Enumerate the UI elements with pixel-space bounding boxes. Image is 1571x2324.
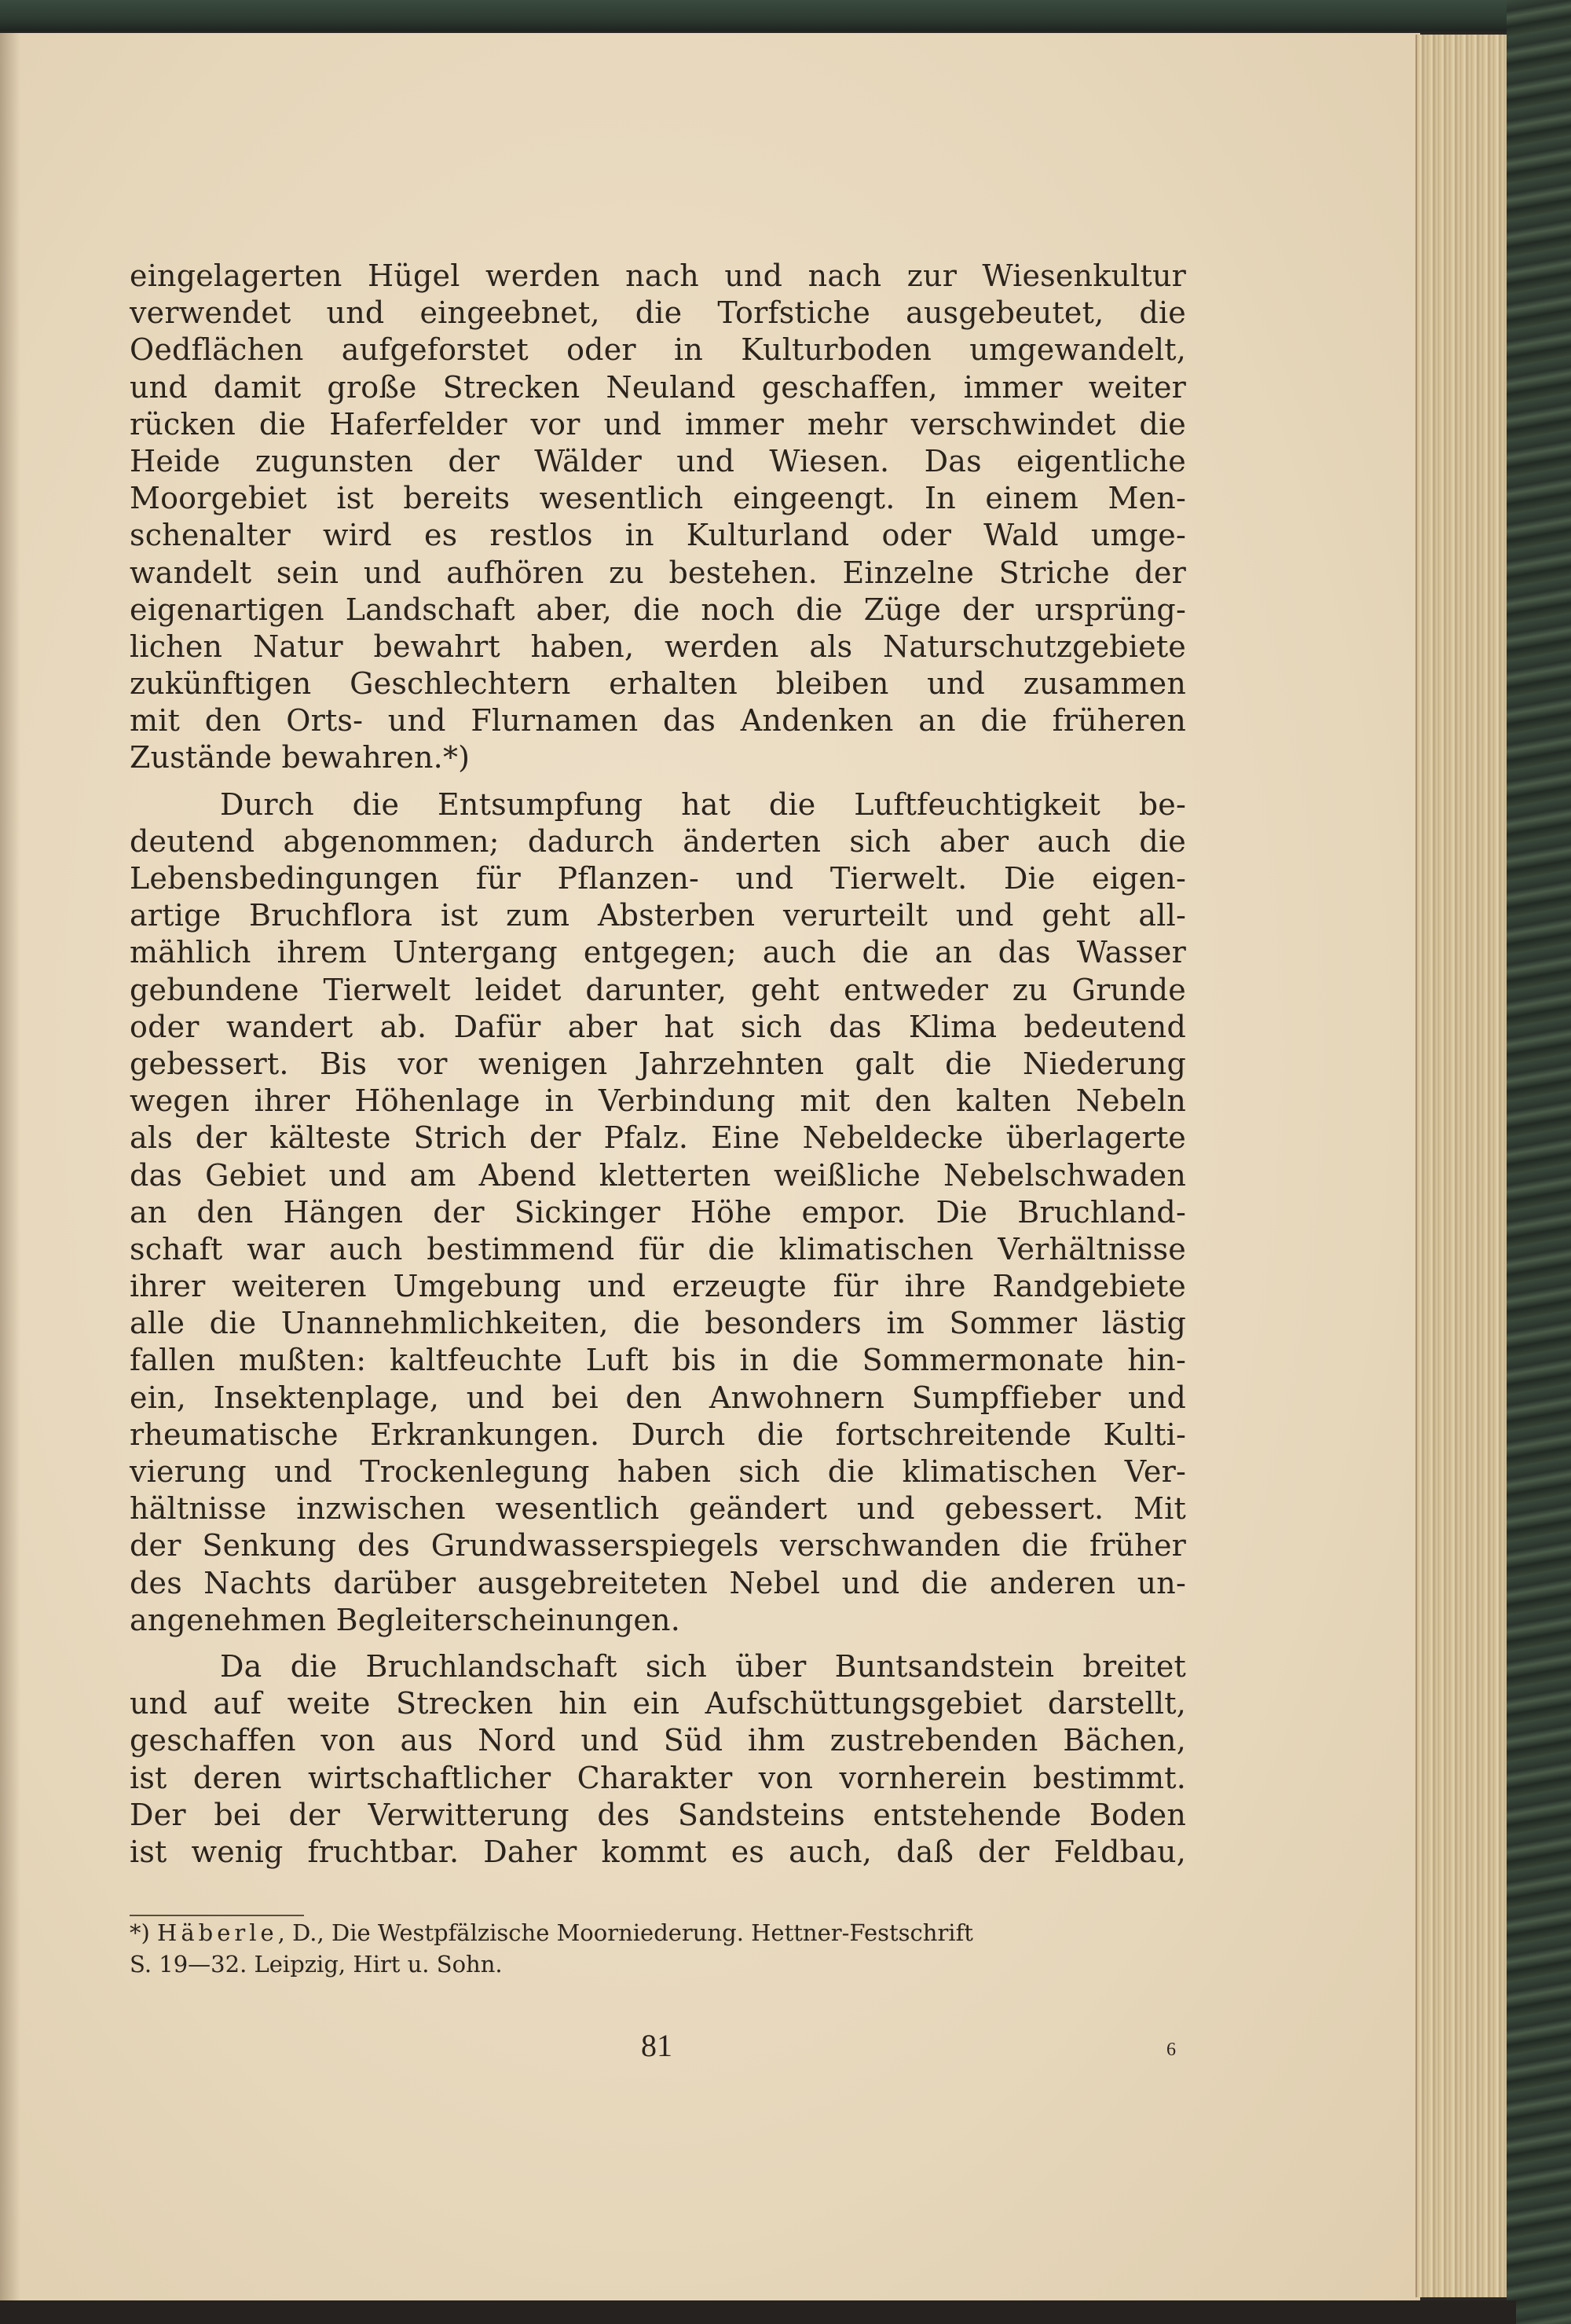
- text-line: oder wandert ab. Dafür aber hat sich das Klima bedeutend: [130, 1009, 1186, 1044]
- book-cover-bottom-edge: [0, 2300, 1516, 2324]
- text-line: zukünftigen Geschlechtern erhalten bleiben und zusammen: [130, 666, 1186, 702]
- text-line: eigenartigen Landschaft aber, die noch die Züge der ursprüng-: [130, 592, 1186, 627]
- text-line: schaft war auch bestimmend für die klimatischen Verhältnisse: [130, 1231, 1186, 1266]
- body-text: [130, 258, 1186, 1871]
- text-line: hältnisse inzwischen wesentlich geändert und gebessert. Mit: [130, 1491, 1186, 1527]
- page-stack-edges: [1415, 35, 1508, 2297]
- text-line: gebessert. Bis vor wenigen Jahrzehnten galt die Niederung: [130, 1046, 1186, 1081]
- paragraph: [130, 786, 1186, 1639]
- text-line: Der bei der Verwitterung des Sandsteins entstehende Boden: [130, 1797, 1186, 1832]
- text-line: alle die Unannehmlichkeiten, die besonders im Sommer lästig: [130, 1306, 1186, 1341]
- text-line: geschaffen von aus Nord und Süd ihm zustrebenden Bächen,: [130, 1723, 1186, 1758]
- text-line: angenehmen Begleiterscheinungen.: [130, 1602, 680, 1637]
- text-line: Heide zugunsten der Wälder und Wiesen. Das eigentliche: [130, 443, 1186, 478]
- footnote-line-2: S. 19—32. Leipzig, Hirt u. Sohn.: [130, 1951, 503, 1978]
- text-line: eingelagerten Hügel werden nach und nach zur Wiesenkultur: [130, 258, 1186, 293]
- text-line: wegen ihrer Höhenlage in Verbindung mit den kalten Nebeln: [130, 1083, 1186, 1119]
- text-line: Durch die Entsumpfung hat die Luftfeuchtigkeit be-: [220, 786, 1186, 822]
- text-line: der Senkung des Grundwasserspiegels verschwanden die früher: [130, 1528, 1186, 1563]
- text-line: das Gebiet und am Abend kletterten weißliche Nebelschwaden: [130, 1157, 1186, 1193]
- paragraph: [130, 1648, 1186, 1871]
- paragraph: [130, 258, 1186, 777]
- signature-mark: 6: [1166, 2040, 1176, 2060]
- text-line: gebundene Tierwelt leidet darunter, geht entweder zu Grunde: [130, 972, 1186, 1007]
- footnote: [130, 1917, 1186, 1980]
- text-line: deutend abgenommen; dadurch änderten sich aber auch die: [130, 823, 1186, 859]
- footnote-line-1: [130, 1917, 1186, 1948]
- text-line: als der kälteste Strich der Pfalz. Eine Nebeldecke überlagerte: [130, 1120, 1186, 1156]
- gutter-shadow: [0, 33, 20, 2300]
- paragraph-gap: [130, 1639, 1186, 1648]
- text-line: schenalter wird es restlos in Kulturland oder Wald umge-: [130, 518, 1186, 553]
- text-line: Oedflächen aufgeforstet oder in Kulturboden umgewandelt,: [130, 332, 1186, 368]
- footnote-separator: [130, 1915, 304, 1916]
- paragraph-gap: [130, 777, 1186, 786]
- text-line: wandelt sein und aufhören zu bestehen. Einzelne Striche der: [130, 555, 1186, 590]
- text-line: an den Hängen der Sickinger Höhe empor. Die Bruchland-: [130, 1194, 1186, 1230]
- text-line: rheumatische Erkrankungen. Durch die fortschreitende Kulti-: [130, 1417, 1186, 1452]
- text-line: ein, Insektenplage, und bei den Anwohnern Sumpffieber und: [130, 1380, 1186, 1415]
- book-cover-top-edge: [0, 0, 1516, 31]
- page-number: 81: [641, 2028, 672, 2063]
- text-line: artige Bruchflora ist zum Absterben verurteilt und geht all-: [130, 898, 1186, 933]
- text-line: rücken die Haferfelder vor und immer mehr verschwindet die: [130, 406, 1186, 442]
- text-line: ihrer weiteren Umgebung und erzeugte für ihre Randgebiete: [130, 1269, 1186, 1304]
- footnote-citation: , D., Die Westpfälzische Moorniederung. Hettner-Festschrift: [277, 1919, 973, 1946]
- footnote-marker: *): [130, 1919, 150, 1946]
- text-line: ist wenig fruchtbar. Daher kommt es auch, daß der Feldbau,: [130, 1834, 1186, 1869]
- text-line: und damit große Strecken Neuland geschaffen, immer weiter: [130, 369, 1186, 405]
- text-line: Moorgebiet ist bereits wesentlich eingeengt. In einem Men-: [130, 481, 1186, 516]
- text-line: Da die Bruchlandschaft sich über Buntsandstein breitet: [220, 1648, 1186, 1684]
- text-line: des Nachts darüber ausgebreiteten Nebel und die anderen un-: [130, 1565, 1186, 1600]
- text-line: vierung und Trockenlegung haben sich die klimatischen Ver-: [130, 1454, 1186, 1489]
- text-line: fallen mußten: kaltfeuchte Luft bis in die Sommermonate hin-: [130, 1343, 1186, 1378]
- text-line: Lebensbedingungen für Pflanzen- und Tierwelt. Die eigen-: [130, 861, 1186, 896]
- text-line: mählich ihrem Untergang entgegen; auch die an das Wasser: [130, 935, 1186, 970]
- text-line: mit den Orts- und Flurnamen das Andenken an die früheren: [130, 703, 1186, 739]
- footnote-author: Häberle: [157, 1919, 278, 1946]
- text-line: lichen Natur bewahrt haben, werden als Naturschutzgebiete: [130, 629, 1186, 664]
- text-line: und auf weite Strecken hin ein Aufschüttungsgebiet darstellt,: [130, 1686, 1186, 1721]
- text-line: ist deren wirtschaftlicher Charakter von vornherein bestimmt.: [130, 1760, 1186, 1795]
- text-line: verwendet und eingeebnet, die Torfstiche ausgebeutet, die: [130, 295, 1186, 331]
- text-line: Zustände bewahren.*): [130, 740, 471, 775]
- book-cover-right-edge: [1507, 0, 1571, 2324]
